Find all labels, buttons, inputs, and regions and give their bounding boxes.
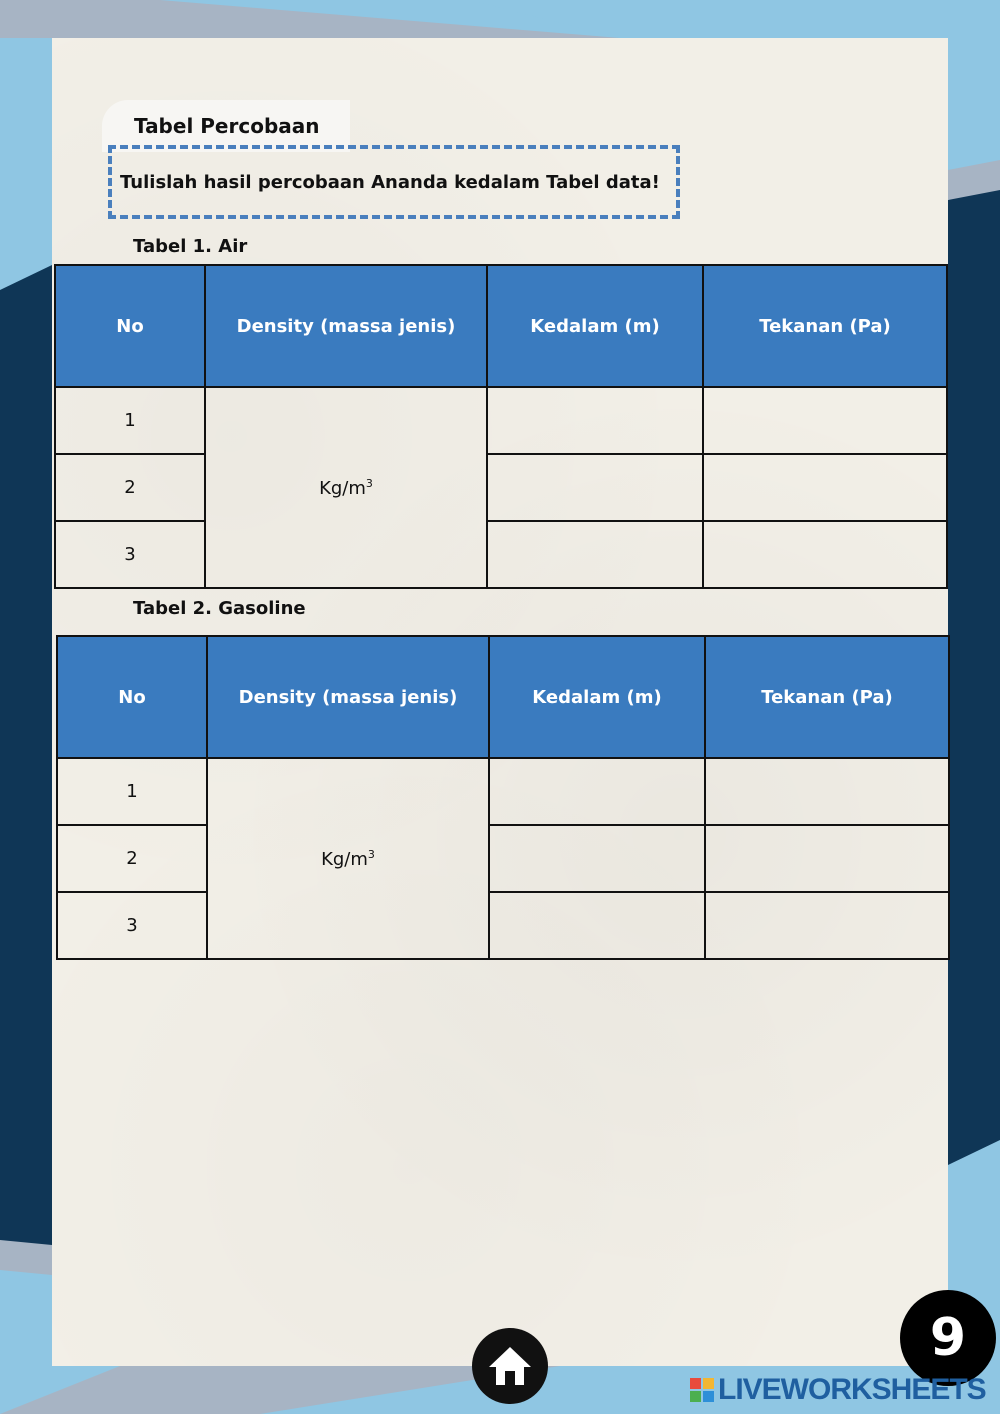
density-unit: $Kg/m^3$ <box>321 847 375 870</box>
brand-text: LIVEWORKSHEETS <box>718 1373 986 1406</box>
table-air <box>54 264 948 589</box>
header-depth: Kedalam (m) <box>487 265 703 387</box>
row-number: 2 <box>55 454 205 521</box>
header-pressure: Tekanan (Pa) <box>705 636 949 758</box>
row-number: 3 <box>55 521 205 588</box>
depth-input-cell[interactable] <box>487 454 703 521</box>
header-no: No <box>57 636 207 758</box>
depth-input-cell[interactable] <box>489 758 705 825</box>
header-density: Density (massa jenis) <box>205 265 487 387</box>
table-gasoline <box>56 635 950 960</box>
home-icon <box>485 1343 535 1389</box>
instruction-text: Tulislah hasil percobaan Ananda kedalam Tabel data! <box>120 171 660 193</box>
liveworksheets-logo <box>690 1372 986 1408</box>
table-row <box>57 758 949 825</box>
table-row <box>57 825 949 892</box>
density-cell <box>205 387 487 588</box>
header-density: Density (massa jenis) <box>207 636 489 758</box>
depth-input-cell[interactable] <box>489 825 705 892</box>
pressure-input-cell[interactable] <box>703 454 947 521</box>
row-number: 2 <box>57 825 207 892</box>
table-row <box>55 521 947 588</box>
section-title: Tabel Percobaan <box>102 100 350 152</box>
pressure-input-cell[interactable] <box>703 521 947 588</box>
pressure-input-cell[interactable] <box>703 387 947 454</box>
home-button[interactable] <box>472 1328 548 1404</box>
density-cell <box>207 758 489 959</box>
table-header-row <box>57 636 949 758</box>
pressure-input-cell[interactable] <box>705 892 949 959</box>
row-number: 1 <box>57 758 207 825</box>
table-header-row <box>55 265 947 387</box>
pressure-input-cell[interactable] <box>705 758 949 825</box>
table-row <box>55 454 947 521</box>
table-row <box>57 892 949 959</box>
depth-input-cell[interactable] <box>487 521 703 588</box>
instruction-box <box>108 145 680 219</box>
logo-blocks-icon <box>690 1378 714 1402</box>
pressure-input-cell[interactable] <box>705 825 949 892</box>
table-row <box>55 387 947 454</box>
header-no: No <box>55 265 205 387</box>
header-depth: Kedalam (m) <box>489 636 705 758</box>
header-pressure: Tekanan (Pa) <box>703 265 947 387</box>
page-number: 9 <box>900 1290 996 1386</box>
row-number: 3 <box>57 892 207 959</box>
table-2-caption: Tabel 2. Gasoline <box>133 598 306 619</box>
depth-input-cell[interactable] <box>489 892 705 959</box>
depth-input-cell[interactable] <box>487 387 703 454</box>
density-unit: $Kg/m^3$ <box>319 476 373 499</box>
table-1-caption: Tabel 1. Air <box>133 236 248 257</box>
row-number: 1 <box>55 387 205 454</box>
